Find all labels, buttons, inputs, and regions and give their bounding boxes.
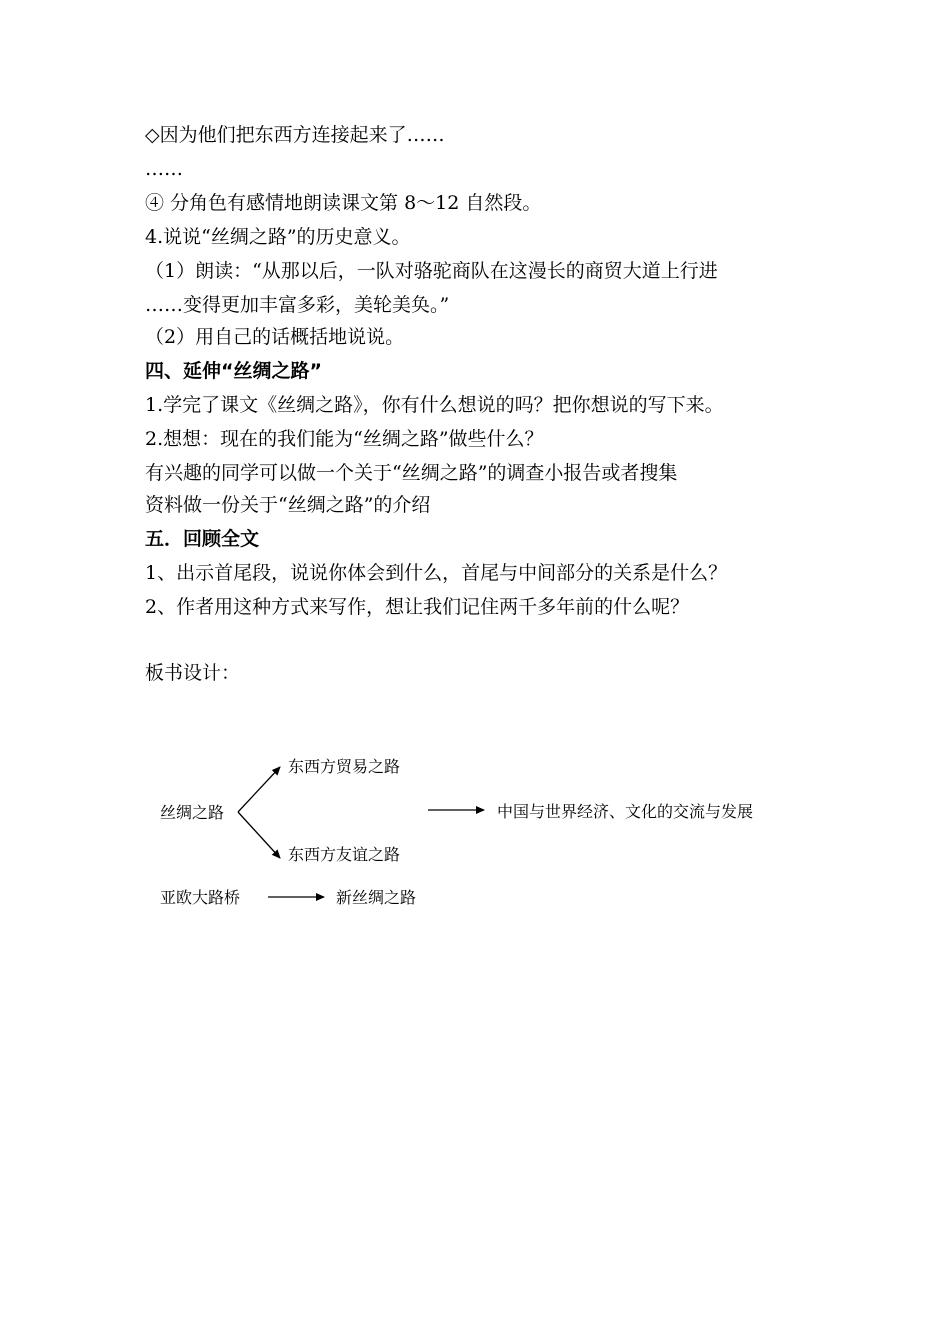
diagram-result-label: 中国与世界经济、文化的交流与发展: [497, 802, 754, 821]
text-line-2: ……: [145, 158, 183, 180]
diagram-branch-bottom-label: 东西方友谊之路: [288, 845, 401, 864]
text-line-7: （2）用自己的话概括地说说。: [145, 326, 405, 348]
text-line-6: ……变得更加丰富多彩，美轮美奂。”: [145, 294, 450, 316]
text-line-4: 4.说说“丝绸之路”的历史意义。: [145, 226, 411, 248]
board-design-label: 板书设计：: [145, 662, 241, 684]
diagram-bridge-label: 亚欧大路桥: [160, 888, 241, 907]
text-line-10: 2.想想：现在的我们能为“丝绸之路”做些什么？: [145, 428, 544, 450]
text-line-11: 有兴趣的同学可以做一个关于“丝绸之路”的调查小报告或者搜集: [145, 462, 678, 484]
arrow-to-friendship-road: [238, 812, 280, 858]
section-heading-4: 四、延伸“丝绸之路”: [145, 360, 322, 382]
diagram-root-label: 丝绸之路: [160, 803, 225, 822]
diagram-branch-top-label: 东西方贸易之路: [288, 757, 401, 776]
section-heading-5: 五．回顾全文: [145, 528, 260, 550]
text-line-14: 1、出示首尾段，说说你体会到什么，首尾与中间部分的关系是什么？: [145, 562, 728, 584]
diagram-new-road-label: 新丝绸之路: [336, 888, 417, 907]
text-line-15: 2、作者用这种方式来写作，想让我们记住两千多年前的什么呢？: [145, 596, 690, 618]
text-line-1: ◇因为他们把东西方连接起来了……: [145, 124, 445, 146]
text-line-12: 资料做一份关于“丝绸之路”的介绍: [145, 494, 431, 516]
arrow-to-trade-road: [238, 767, 280, 812]
text-line-3: ④ 分角色有感情地朗读课文第 8～12 自然段。: [145, 192, 542, 214]
text-line-9: 1.学完了课文《丝绸之路》，你有什么想说的吗？把你想说的写下来。: [145, 394, 724, 416]
text-line-5: （1）朗读：“从那以后，一队对骆驼商队在这漫长的商贸大道上行进: [145, 260, 718, 282]
